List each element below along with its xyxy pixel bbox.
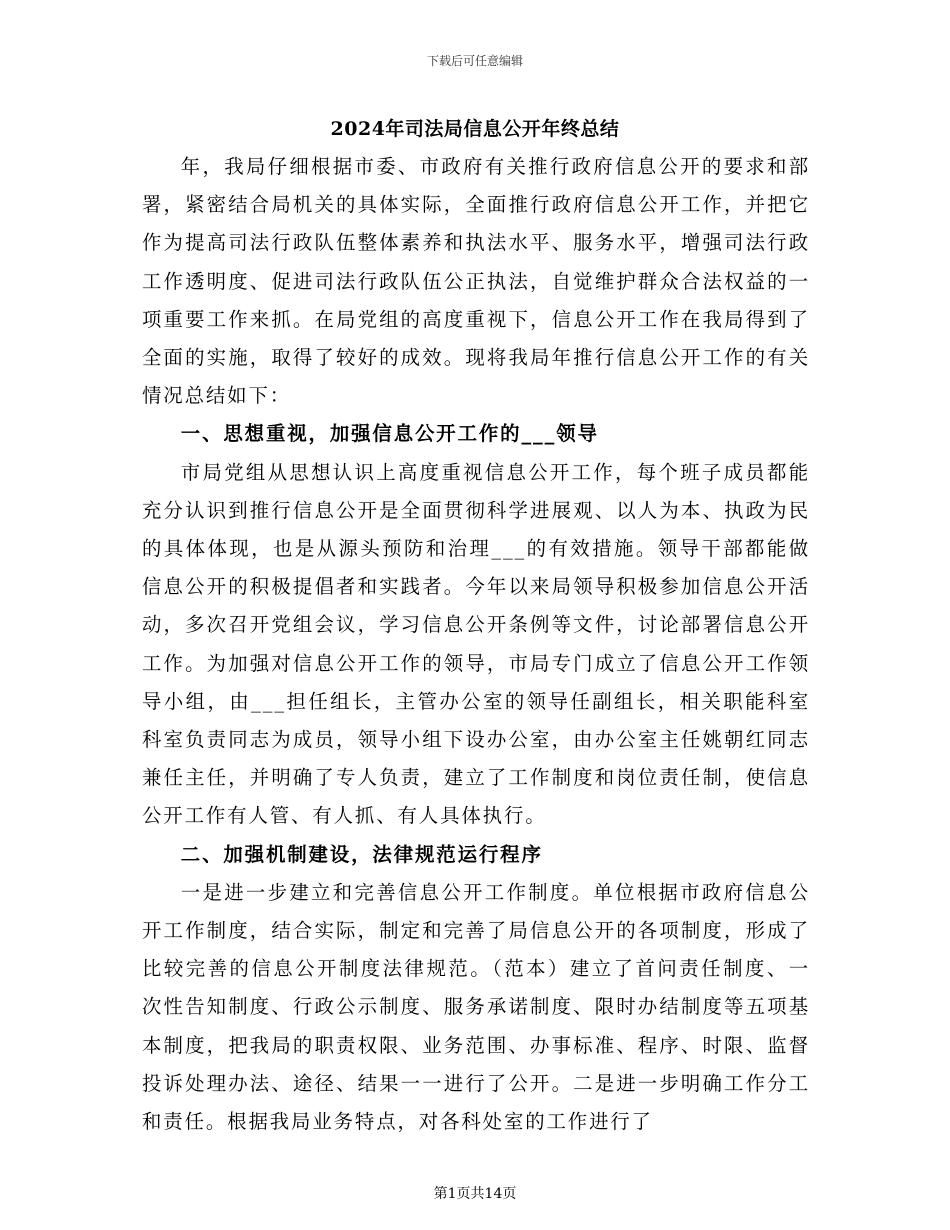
document-title: 2024年司法局信息公开年终总结 [330, 118, 620, 140]
page-header-note: 下载后可任意编辑 [426, 54, 523, 68]
paragraph-section-2: 一是进一步建立和完善信息公开工作制度。单位根据市政府信息公开工作制度，结合实际，制定和完善了局信息公开的各项制度，形成了比较完善的信息公开制度法律规范。（范本）建立了首问责任制度、一次性告知制度、行政公示制度、服务承诺制度、限时办结制度等五项基本制度，把我局的职责权限、业务范围、办事标准、程序、时限、监督投诉处理办法、途径、结果一一进行了公开。二是进一步明确工作分工和责任。根据我局业务特点，对各科处室的工作进行了 [142, 880, 810, 1134]
paragraph-intro: 年，我局仔细根据市委、市政府有关推行政府信息公开的要求和部署，紧密结合局机关的具体实际，全面推行政府信息公开工作，并把它作为提高司法行政队伍整体素养和执法水平、服务水平，增强司法行政工作透明度、促进司法行政队伍公正执法，自觉维护群众合法权益的一项重要工作来抓。在局党组的高度重视下，信息公开工作在我局得到了全面的实施，取得了较好的成效。现将我局年推行信息公开工作的有关情况总结如下： [142, 155, 810, 408]
section-heading-2: 二、加强机制建设，法律规范运行程序 [180, 842, 543, 866]
section-heading-1: 一、思想重视，加强信息公开工作的___领导 [180, 422, 599, 446]
document-body [142, 148, 810, 1141]
paragraph-section-1: 市局党组从思想认识上高度重视信息公开工作，每个班子成员都能充分认识到推行信息公开是全面贯彻科学进展观、以人为本、执政为民的具体体现，也是从源头预防和治理___的有效措施。领导干部都能做信息公开的积极提倡者和实践者。今年以来局领导积极参加信息公开活动，多次召开党组会议，学习信息公开条例等文件，讨论部署信息公开工作。为加强对信息公开工作的领导，市局专门成立了信息公开工作领导小组，由___担任组长，主管办公室的领导任副组长，相关职能科室科室负责同志为成员，领导小组下设办公室，由办公室主任姚朝红同志兼任主任，并明确了专人负责，建立了工作制度和岗位责任制，使信息公开工作有人管、有人抓、有人具体执行。 [142, 460, 810, 828]
page-number-footer: 第1页共14页 [433, 1186, 517, 1202]
